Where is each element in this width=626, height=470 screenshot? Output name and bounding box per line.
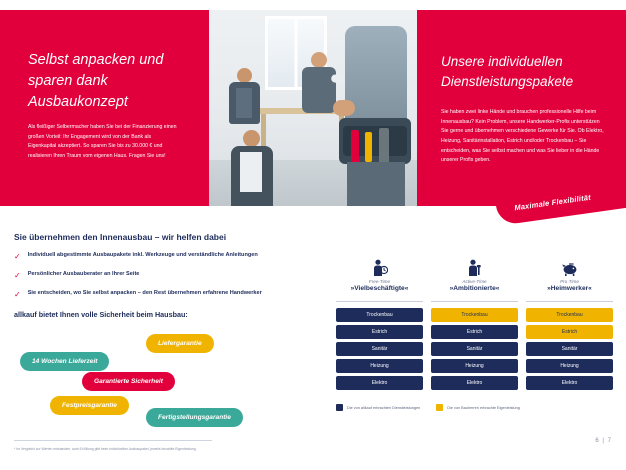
package-row: Estrich [336, 325, 423, 339]
right-red-panel [417, 10, 626, 206]
list-item [14, 252, 314, 261]
package-tier: Pro-Time [560, 279, 579, 284]
legend-swatch-blue [336, 404, 343, 411]
package-row: Trockenbau [336, 308, 423, 322]
craftsman-with-toolbelt [339, 26, 411, 206]
package-tier: Active-Time [462, 279, 487, 284]
list-item-label: Persönlicher Ausbauberater an Ihrer Seite [27, 271, 140, 277]
flexibility-badge [496, 186, 626, 226]
package-header [336, 258, 423, 302]
legend-item [436, 404, 520, 411]
package-column-ambitionierte [431, 258, 518, 393]
list-item-label: Individuell abgestimmte Ausbaupakete inkl. Werkzeuge und verständliche Anleitungen [27, 252, 258, 258]
package-name: »Ambitionierte« [449, 285, 500, 292]
package-row: Elektro [336, 376, 423, 390]
list-item [14, 271, 314, 280]
person-with-tool-icon [431, 258, 518, 277]
worker-figure-b [297, 52, 341, 144]
package-name: »Heimwerker« [547, 285, 592, 292]
check-icon: ✓ [14, 290, 21, 299]
left-body-text: Als fleißiger Selbermacher haben Sie bei der Finanzierung einen großen Vorteil: Ihr Engagement wird von der Bank als Eigenkapital akzeptiert. So sparen Sie bis zu 30.000 € und realisieren Ihren Traum vom eigenen Haus. Fragen Sie uns! [28, 124, 177, 159]
package-row: Elektro [431, 376, 518, 390]
package-row: Sanitär [336, 342, 423, 356]
check-icon: ✓ [14, 252, 21, 261]
service-packages-table [336, 258, 614, 393]
left-red-panel [0, 10, 209, 206]
legend [336, 404, 520, 411]
legend-item [336, 404, 420, 411]
person-with-clock-icon [336, 258, 423, 277]
check-icon: ✓ [14, 271, 21, 280]
top-band [0, 10, 626, 206]
package-column-vielbeschaeftigte [336, 258, 423, 393]
guarantee-bubbles [6, 326, 336, 436]
benefits-list [14, 252, 314, 309]
list-item [14, 290, 314, 299]
package-row: Elektro [526, 376, 613, 390]
guarantee-bubble: 14 Wochen Lieferzeit [20, 352, 109, 371]
guarantee-bubble: Fertigstellungsgarantie [146, 408, 243, 427]
right-body-text: Sie haben zwei linke Hände und brauchen professionelle Hilfe beim Innenausbau? Kein Problem, unsere Handwerker-Profis unterstützen Sie gerne und übernehmen verschiedene Gewerke für Sie. Ob Elektro, Heizung, Sanitärinstallation, Estrich und/oder Trockenbau – Sie entscheiden, was Sie selbst machen und was Sie lieber in die Hände unserer Profis geben. [441, 109, 604, 164]
list-item-label: Sie entscheiden, wo Sie selbst anpacken – den Rest übernehmen erfahrene Handwerker [27, 290, 262, 296]
guarantee-bubble: Liefergarantie [146, 334, 214, 353]
package-header [431, 258, 518, 302]
package-row: Sanitär [431, 342, 518, 356]
footer-divider [14, 440, 212, 441]
page-title: Sie übernehmen den Innenausbau – wir helfen dabei [14, 232, 227, 242]
package-row: Estrich [431, 325, 518, 339]
workshop-photo [209, 10, 417, 206]
guarantees-subtitle: allkauf bietet Ihnen volle Sicherheit beim Hausbau: [14, 310, 188, 319]
worker-figure-d [227, 130, 279, 206]
legend-swatch-yellow [436, 404, 443, 411]
package-column-heimwerker [526, 258, 613, 393]
package-header [526, 258, 613, 302]
piggy-bank-icon [526, 258, 613, 277]
package-name: »Vielbeschäftigte« [350, 285, 409, 292]
package-row: Trockenbau [431, 308, 518, 322]
badge-label: Maximale Flexibilität [513, 192, 592, 213]
guarantee-bubble: Festpreisgarantie [50, 396, 129, 415]
page-number: 6 | 7 [595, 438, 612, 444]
left-headline: Selbst anpacken und sparen dank Ausbaukonzept [28, 52, 164, 111]
package-tier: Free-Time [368, 279, 391, 284]
package-row: Heizung [431, 359, 518, 373]
footnote: * Im Vergleich zur Werten entstanden, auch Erfüllung gibt beim individuellen Ausbaupaket, jeweils bezahlte Eigenleistung. [14, 447, 197, 451]
package-row: Trockenbau [526, 308, 613, 322]
right-headline: Unsere individuellen Dienstleistungspakete [441, 54, 574, 89]
guarantee-bubble: Garantierte Sicherheit [82, 372, 175, 391]
legend-label: Die von Bauherren erbrachte Eigenleistung [447, 405, 520, 410]
package-row: Estrich [526, 325, 613, 339]
package-row: Heizung [526, 359, 613, 373]
package-row: Sanitär [526, 342, 613, 356]
package-row: Heizung [336, 359, 423, 373]
legend-label: Die von allkauf erbrachten Dienstleistungen [347, 405, 421, 410]
